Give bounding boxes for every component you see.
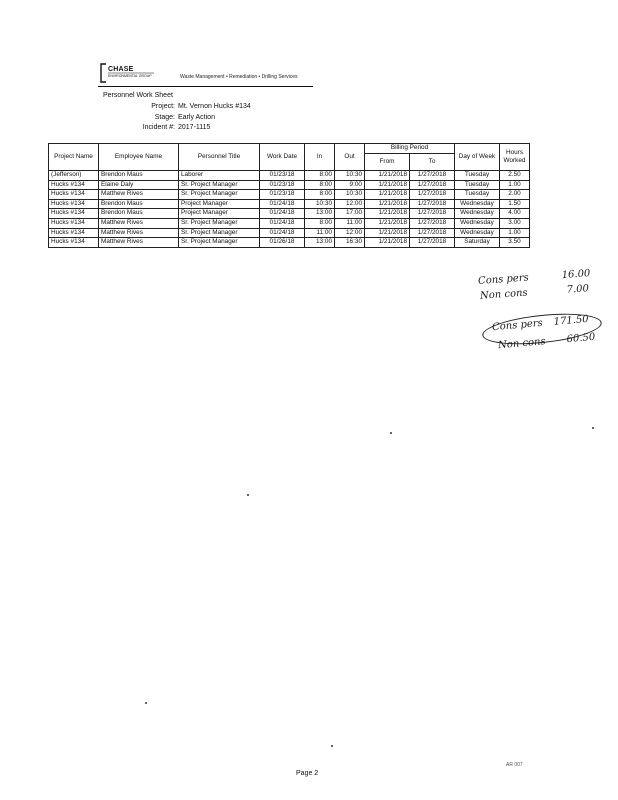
cell-personnel-title: Project Manager — [179, 209, 260, 219]
cell-personnel-title: Sr. Project Manager — [179, 190, 260, 200]
table-row — [49, 209, 530, 219]
cell-work-date: 01/23/18 — [260, 190, 305, 200]
cell-project-name: Hucks #134 — [49, 199, 99, 209]
cell-employee-name: Brendon Maus — [99, 171, 179, 181]
worksheet-title: Personnel Work Sheet — [103, 92, 173, 99]
table-row — [49, 171, 530, 181]
cell-from: 1/21/2018 — [365, 228, 410, 238]
cell-personnel-title: Sr. Project Manager — [179, 180, 260, 190]
header-divider — [98, 86, 313, 87]
cell-work-date: 01/23/18 — [260, 180, 305, 190]
cell-personnel-title: Sr. Project Manager — [179, 238, 260, 248]
cell-personnel-title: Laborer — [179, 171, 260, 181]
hw-label-4: Non cons — [497, 336, 547, 352]
cell-employee-name: Matthew Rives — [99, 218, 179, 228]
cell-hours-worked: 1.50 — [500, 199, 530, 209]
cell-to: 1/27/2018 — [410, 199, 455, 209]
cell-in: 8:00 — [305, 171, 335, 181]
cell-work-date: 01/26/18 — [260, 238, 305, 248]
cell-out: 10:30 — [335, 171, 365, 181]
col-header-from: From — [365, 154, 410, 171]
cell-out: 9:00 — [335, 180, 365, 190]
handwritten-note-2 — [480, 283, 590, 302]
cell-in: 8:00 — [305, 190, 335, 200]
hw-label-2: Non cons — [479, 287, 528, 302]
cell-day-of-week: Wednesday — [455, 199, 500, 209]
cell-out: 11:00 — [335, 218, 365, 228]
cell-hours-worked: 2.00 — [500, 190, 530, 200]
hw-label-3: Cons pers — [491, 317, 544, 334]
cell-to: 1/27/2018 — [410, 218, 455, 228]
cell-to: 1/27/2018 — [410, 171, 455, 181]
cell-from: 1/21/2018 — [365, 218, 410, 228]
cell-work-date: 01/24/18 — [260, 218, 305, 228]
cell-project-name: Hucks #134 — [49, 238, 99, 248]
incident-label: Incident #: — [142, 124, 175, 131]
cell-hours-worked: 1.00 — [500, 180, 530, 190]
hw-value-2: 7.00 — [566, 283, 590, 296]
table-row — [49, 238, 530, 248]
logo-subtitle: ENVIRONMENTAL GROUP — [108, 74, 152, 78]
col-header-hours-worked: Hours Worked — [500, 144, 530, 171]
cell-out: 12:00 — [335, 199, 365, 209]
project-field — [115, 103, 251, 110]
cell-personnel-title: Sr. Project Manager — [179, 218, 260, 228]
cell-employee-name: Matthew Rives — [99, 238, 179, 248]
col-header-in: In — [305, 144, 335, 171]
incident-value: 2017-1115 — [178, 124, 211, 131]
project-label: Project: — [151, 103, 175, 110]
cell-hours-worked: 3.50 — [500, 238, 530, 248]
cell-project-name: Hucks #134 — [49, 209, 99, 219]
col-header-work-date: Work Date — [260, 144, 305, 171]
cell-out: 16:30 — [335, 238, 365, 248]
cell-to: 1/27/2018 — [410, 190, 455, 200]
cell-from: 1/21/2018 — [365, 238, 410, 248]
cell-out: 12:00 — [335, 228, 365, 238]
table-row — [49, 199, 530, 209]
personnel-table — [48, 143, 530, 248]
cell-day-of-week: Wednesday — [455, 209, 500, 219]
cell-to: 1/27/2018 — [410, 228, 455, 238]
cell-employee-name: Matthew Rives — [99, 190, 179, 200]
cell-out: 10:30 — [335, 190, 365, 200]
cell-in: 13:00 — [305, 209, 335, 219]
stage-field — [115, 114, 215, 121]
col-header-day-of-week: Day of Week — [455, 144, 500, 171]
cell-from: 1/21/2018 — [365, 180, 410, 190]
cell-day-of-week: Tuesday — [455, 180, 500, 190]
scan-speck — [331, 745, 333, 747]
hw-value-1: 16.00 — [561, 268, 591, 282]
hw-value-4: 60.50 — [566, 331, 596, 346]
company-tagline: Waste Management • Remediation • Drilling Services — [180, 74, 298, 80]
project-value: Mt. Vernon Hucks #134 — [178, 103, 251, 110]
bates-stamp: AR 007 — [506, 762, 523, 768]
col-header-out: Out — [335, 144, 365, 171]
cell-in: 8:00 — [305, 180, 335, 190]
hw-value-3: 171.50 — [553, 313, 590, 328]
cell-hours-worked: 1.00 — [500, 228, 530, 238]
cell-work-date: 01/24/18 — [260, 228, 305, 238]
cell-hours-worked: 3.00 — [500, 218, 530, 228]
cell-employee-name: Brendon Maus — [99, 209, 179, 219]
incident-field — [115, 124, 210, 131]
table-row — [49, 218, 530, 228]
stage-label: Stage: — [154, 114, 175, 121]
cell-in: 8:00 — [305, 218, 335, 228]
cell-personnel-title: Sr. Project Manager — [179, 228, 260, 238]
scan-speck — [592, 427, 594, 429]
company-logo — [98, 62, 158, 86]
cell-employee-name: Matthew Rives — [99, 228, 179, 238]
cell-work-date: 01/24/18 — [260, 209, 305, 219]
cell-from: 1/21/2018 — [365, 199, 410, 209]
cell-from: 1/21/2018 — [365, 190, 410, 200]
table-row — [49, 228, 530, 238]
col-header-employee-name: Employee Name — [99, 144, 179, 171]
scan-speck — [145, 702, 147, 704]
billing-period-header: Billing Period — [365, 144, 455, 154]
cell-out: 17:00 — [335, 209, 365, 219]
page-number: Page 2 — [296, 770, 319, 777]
cell-project-name: (Jefferson) — [49, 171, 99, 181]
cell-day-of-week: Tuesday — [455, 171, 500, 181]
scan-speck — [390, 432, 392, 434]
cell-employee-name: Elaine Daly — [99, 180, 179, 190]
scan-speck — [247, 494, 249, 496]
stage-value: Early Action — [178, 114, 215, 121]
cell-work-date: 01/24/18 — [260, 199, 305, 209]
col-header-project-name: Project Name — [49, 144, 99, 171]
cell-in: 13:00 — [305, 238, 335, 248]
table-header-row-top — [49, 144, 530, 154]
cell-project-name: Hucks #134 — [49, 190, 99, 200]
cell-hours-worked: 4.00 — [500, 209, 530, 219]
cell-project-name: Hucks #134 — [49, 228, 99, 238]
cell-from: 1/21/2018 — [365, 209, 410, 219]
cell-hours-worked: 2.50 — [500, 171, 530, 181]
cell-project-name: Hucks #134 — [49, 180, 99, 190]
cell-in: 11:00 — [305, 228, 335, 238]
table-row — [49, 190, 530, 200]
cell-to: 1/27/2018 — [410, 238, 455, 248]
cell-from: 1/21/2018 — [365, 171, 410, 181]
cell-day-of-week: Wednesday — [455, 228, 500, 238]
cell-project-name: Hucks #134 — [49, 218, 99, 228]
logo-name: CHASE — [108, 66, 134, 73]
cell-to: 1/27/2018 — [410, 180, 455, 190]
hw-label-1: Cons pers — [477, 272, 530, 287]
cell-work-date: 01/23/18 — [260, 171, 305, 181]
table-row — [49, 180, 530, 190]
cell-personnel-title: Project Manager — [179, 199, 260, 209]
cell-day-of-week: Wednesday — [455, 218, 500, 228]
col-header-to: To — [410, 154, 455, 171]
cell-to: 1/27/2018 — [410, 209, 455, 219]
col-header-personnel-title: Personnel Title — [179, 144, 260, 171]
cell-employee-name: Brendon Maus — [99, 199, 179, 209]
cell-day-of-week: Tuesday — [455, 190, 500, 200]
cell-in: 10:30 — [305, 199, 335, 209]
cell-day-of-week: Saturday — [455, 238, 500, 248]
